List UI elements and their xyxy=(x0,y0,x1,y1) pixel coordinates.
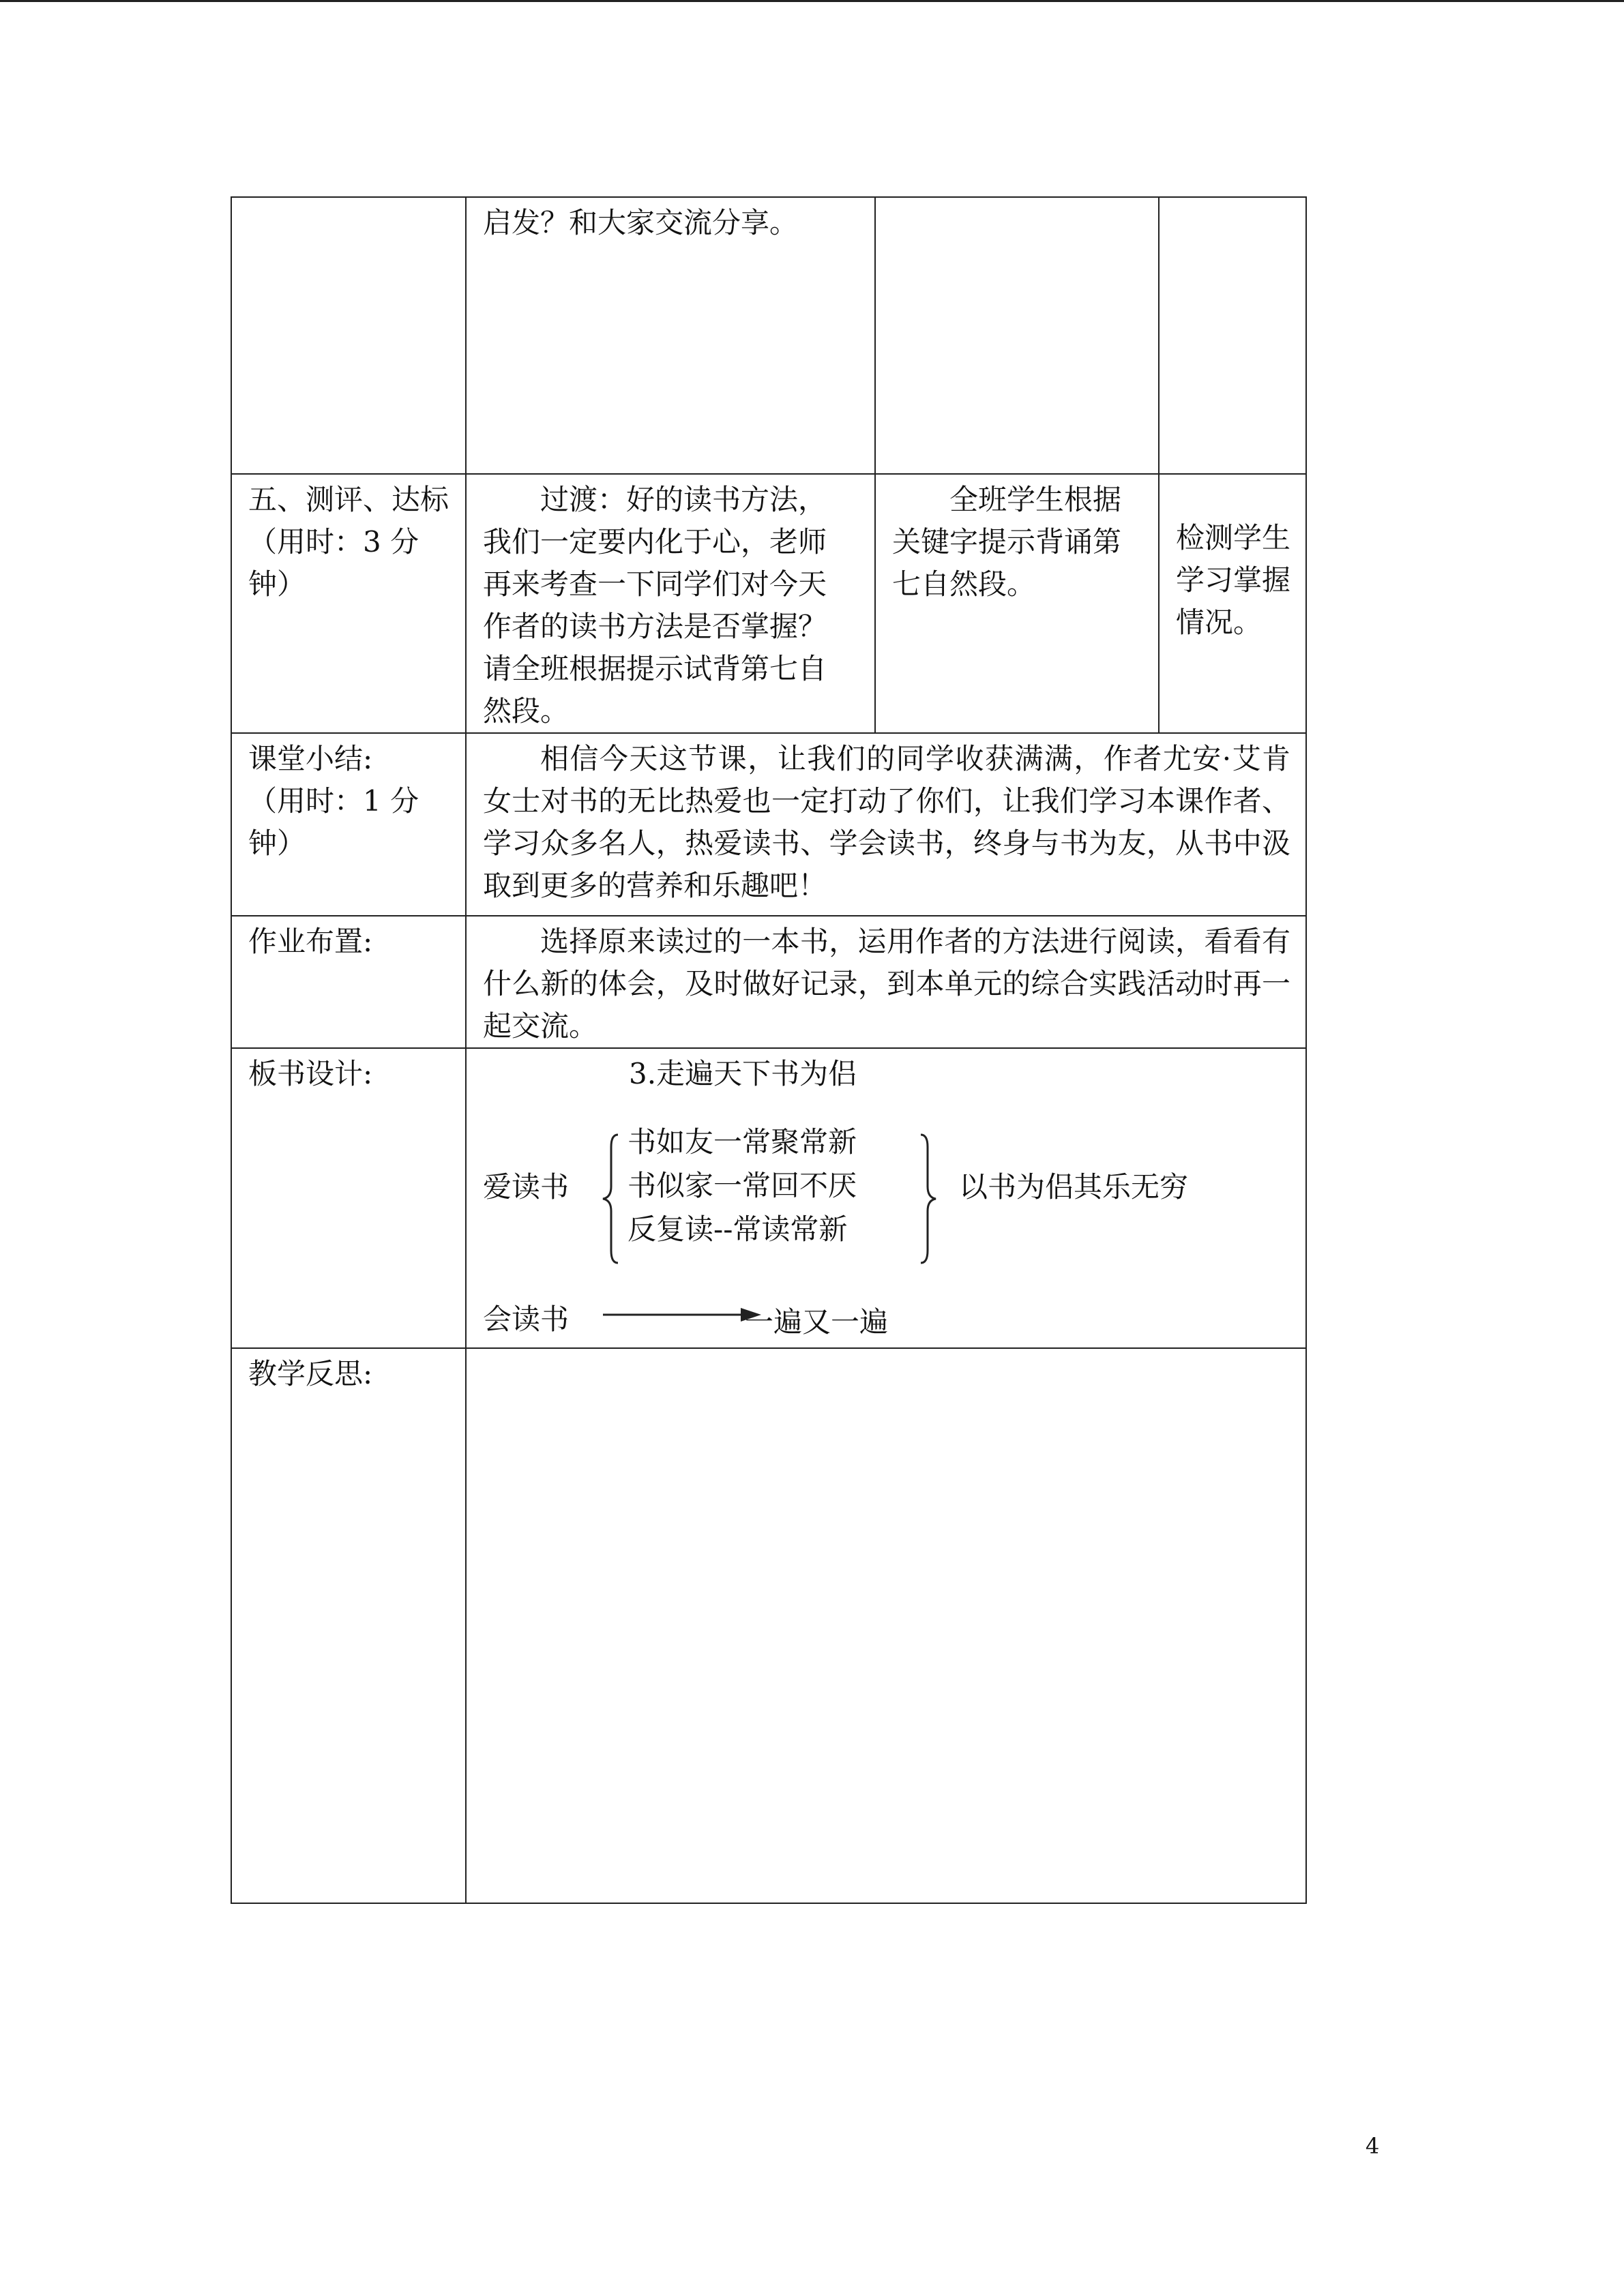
board-left-term: 爱读书 xyxy=(483,1170,570,1204)
right-arrow-icon xyxy=(600,1301,764,1328)
stage-time-unit: 钟） xyxy=(248,567,306,601)
summary-label-cell xyxy=(231,733,466,916)
stage-label: 五、测评、达标 xyxy=(248,483,449,516)
teacher-text-line: 作者的读书方法是否掌握？ xyxy=(483,610,827,643)
board-label: 板书设计: xyxy=(248,1057,373,1090)
stage-time: （用时：3 分 xyxy=(248,525,419,558)
page-number: 4 xyxy=(1365,2133,1380,2159)
intent-text-line: 检测学生 xyxy=(1176,521,1291,554)
stage-cell-assessment xyxy=(231,474,466,733)
student-activity-cell xyxy=(875,474,1159,733)
board-design-cell xyxy=(466,1048,1306,1348)
table-row-board xyxy=(231,1048,1306,1348)
teacher-text-line: 然段。 xyxy=(483,694,570,728)
reflection-label-cell xyxy=(231,1348,466,1903)
board-item: 反复读--常读常新 xyxy=(628,1212,848,1246)
intent-text-line: 学习掌握 xyxy=(1176,563,1291,597)
table-row-continued xyxy=(231,197,1306,474)
page-top-border xyxy=(0,0,1624,2)
table-row-reflection xyxy=(231,1348,1306,1903)
table-row-assessment xyxy=(231,474,1306,733)
teacher-activity-cell xyxy=(466,474,875,733)
left-brace-icon xyxy=(600,1132,621,1266)
board-item: 书如友一常聚常新 xyxy=(628,1125,857,1159)
lesson-plan-table xyxy=(231,196,1307,1904)
student-text-line: 关键字提示背诵第 xyxy=(892,525,1122,558)
homework-label: 作业布置: xyxy=(248,925,373,958)
intent-text-line: 情况。 xyxy=(1176,606,1263,639)
board-second-term: 会读书 xyxy=(483,1302,570,1336)
summary-text: 相信今天这节课，让我们的同学收获满满，作者尤安·艾肯女士对书的无比热爱也一定打动了你们，让我们学习本课作者、学习众多名人，热爱读书、学会读书，终身与书为友，从书中汲取到更多的营养和乐趣吧！ xyxy=(483,742,1291,902)
student-text-line: 七自然段。 xyxy=(892,567,1036,601)
board-conclusion: 以书为侣其乐无穷 xyxy=(959,1170,1189,1204)
table-row-homework xyxy=(231,916,1306,1048)
summary-time-unit: 钟） xyxy=(248,826,306,860)
summary-time: （用时：1 分 xyxy=(248,784,419,818)
teacher-text-line: 过渡：好的读书方法， xyxy=(540,483,827,516)
stage-cell-empty xyxy=(231,197,466,474)
student-activity-cell xyxy=(875,197,1159,474)
homework-text-cell xyxy=(466,916,1306,1048)
reflection-text-cell xyxy=(466,1348,1306,1903)
homework-label-cell xyxy=(231,916,466,1048)
design-intent-cell xyxy=(1159,197,1306,474)
design-intent-cell xyxy=(1159,474,1306,733)
teacher-text-line: 请全班根据提示试背第七自 xyxy=(483,652,827,685)
board-label-cell xyxy=(231,1048,466,1348)
teacher-text-line: 再来考查一下同学们对今天 xyxy=(483,567,827,601)
right-brace-icon xyxy=(918,1132,939,1266)
board-title: 3.走遍天下书为侣 xyxy=(629,1057,857,1090)
summary-text-cell xyxy=(466,733,1306,916)
board-item: 书似家一常回不厌 xyxy=(628,1169,857,1202)
summary-label: 课堂小结: xyxy=(248,742,373,775)
teacher-text-line: 我们一定要内化于心，老师 xyxy=(483,525,827,558)
student-text-line: 全班学生根据 xyxy=(949,483,1122,516)
homework-text: 选择原来读过的一本书，运用作者的方法进行阅读，看看有什么新的体会，及时做好记录，到本单元的综合实践活动时再一起交流。 xyxy=(483,925,1291,1043)
teacher-activity-cell xyxy=(466,197,875,474)
teacher-activity-text: 启发？和大家交流分享。 xyxy=(483,206,799,239)
board-second-result: 一遍又一遍 xyxy=(745,1305,889,1339)
table-row-summary xyxy=(231,733,1306,916)
reflection-label: 教学反思: xyxy=(248,1357,373,1390)
